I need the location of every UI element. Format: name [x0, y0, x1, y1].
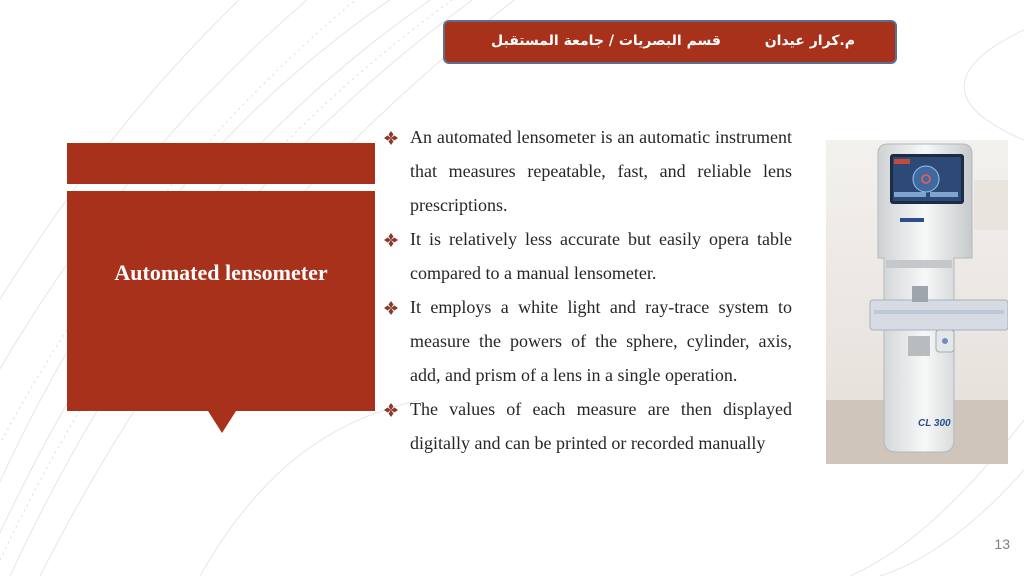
title-top-strip	[67, 143, 375, 184]
bullet-text: It is relatively less accurate but easily opera table compared to a manual lensometer.	[410, 229, 792, 283]
header-author-name: م.كرار عيدان	[764, 33, 855, 49]
bullet-text: The values of each measure are then displayed digitally and can be printed or recorded manually	[410, 399, 792, 453]
title-pointer	[208, 411, 236, 433]
bullet-item	[384, 222, 792, 290]
bullet-item	[384, 290, 792, 392]
bullet-list	[384, 120, 792, 460]
diamond-bullet-icon	[384, 403, 398, 417]
page-number: 13	[994, 536, 1010, 552]
diamond-bullet-icon	[384, 233, 398, 247]
device-model-label: CL 300	[918, 418, 951, 429]
header-department: قسم البصريات / جامعة المستقبل	[491, 33, 721, 49]
diamond-bullet-icon	[384, 301, 398, 315]
bullet-text: An automated lensometer is an automatic instrument that measures repeatable, fast, and reliable lens prescriptions.	[410, 127, 792, 215]
bullet-item	[384, 392, 792, 460]
lensometer-device-image	[826, 140, 1008, 464]
header-banner	[443, 20, 897, 64]
title-box	[67, 191, 375, 411]
bullet-item	[384, 120, 792, 222]
bullet-text: It employs a white light and ray-trace system to measure the powers of the sphere, cylinder, axis, add, and prism of a lens in a single operation.	[410, 297, 792, 385]
slide-title: Automated lensometer	[114, 260, 328, 285]
diamond-bullet-icon	[384, 131, 398, 145]
